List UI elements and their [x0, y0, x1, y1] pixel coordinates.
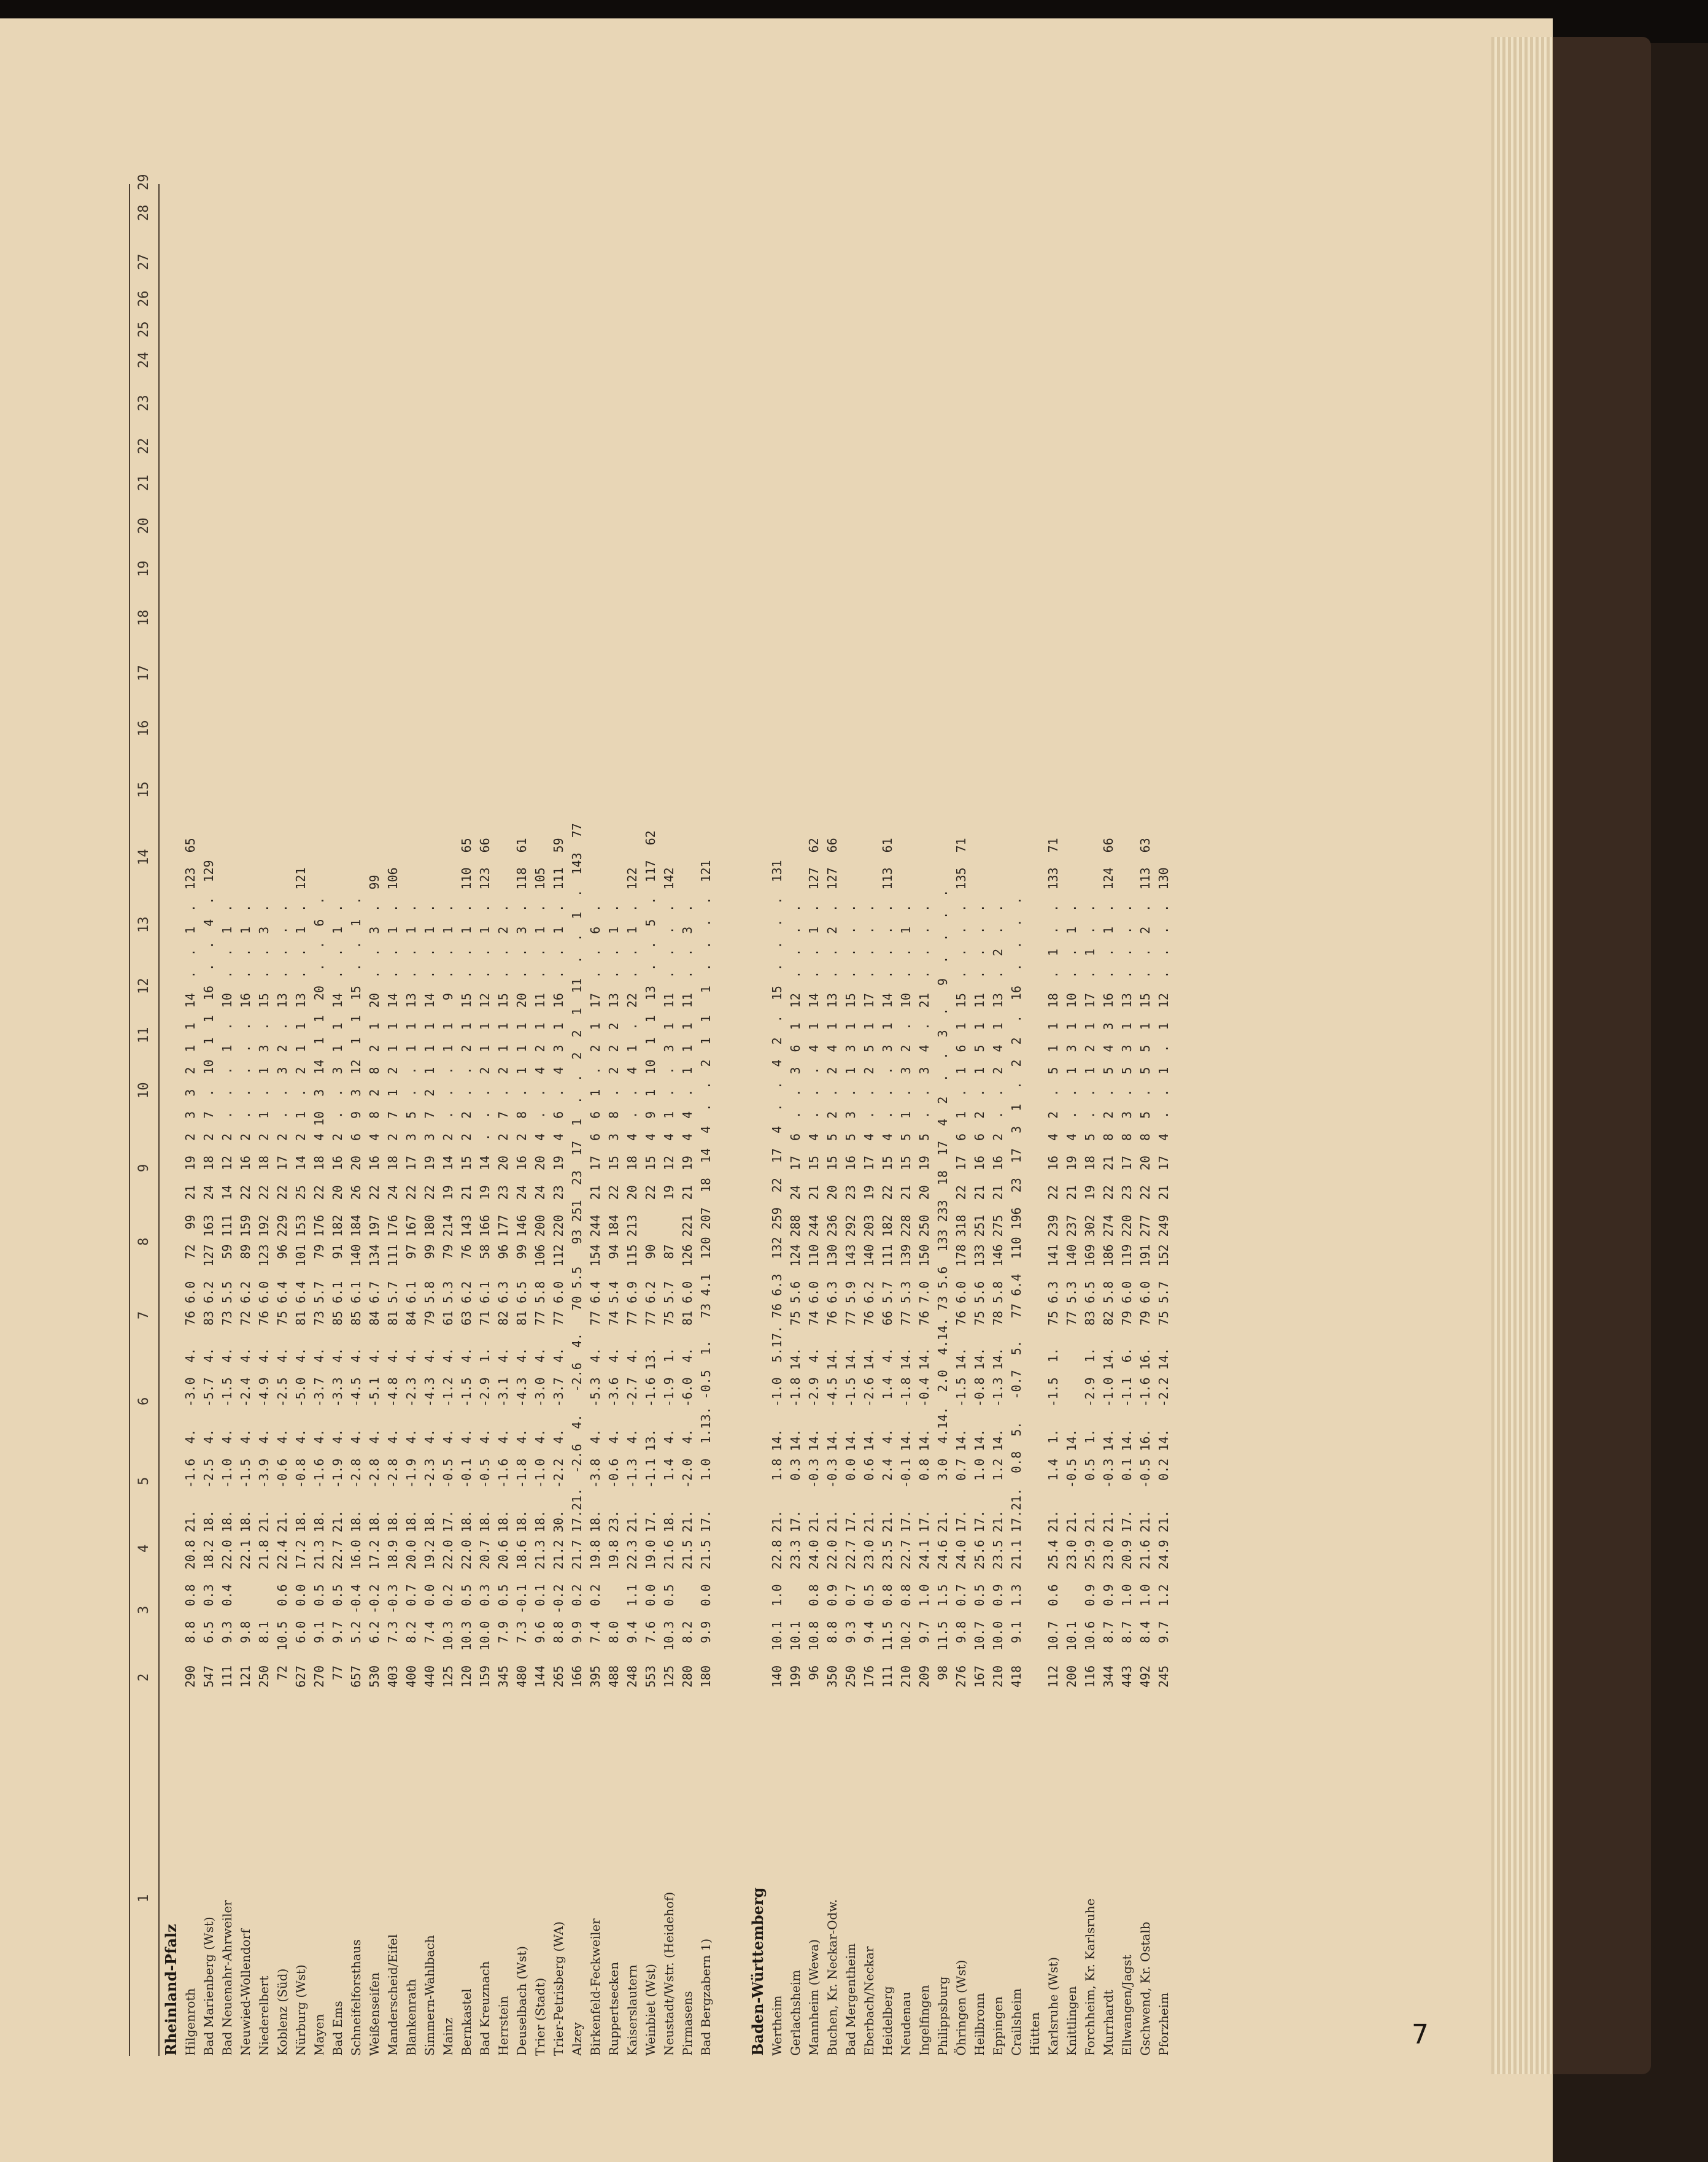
table-row	[441, 905, 454, 2056]
station-values: 250 8.1 21.8 21. -3.9 4. -4.9 4. 76 6.0 123 192 22 18 2 1 . 1 3 . 15 . . 3 .	[257, 904, 271, 1688]
station-name: Murrhardt	[1101, 1990, 1116, 2056]
table-row	[1046, 838, 1059, 2056]
station-name: Neuwied-Wollendorf	[238, 1929, 253, 2056]
station-values: 627 6.0 0.0 17.2 18. -0.8 4. -5.0 4. 81 6.4 101 153 25 14 2 1 . 2 1 1 13 . . 1 . 121	[293, 867, 308, 1688]
station-values: 116 10.6 0.9 25.9 21. 0.5 1. -2.9 1. 83 6.5 169 302 19 18 5 . . 1 2 1 17 . 1 . .	[1083, 904, 1097, 1688]
station-values: 72 10.5 0.6 22.4 21. -0.6 4. -2.5 4. 75 6.4 96 229 22 17 2 . . 3 2 . 13 . . . .	[275, 904, 290, 1688]
table-row	[1064, 905, 1078, 2056]
station-name: Kaiserslautern	[625, 1964, 640, 2056]
station-name: Knittlingen	[1064, 1986, 1079, 2056]
column-number: 3	[136, 1605, 152, 1614]
station-values: 125 10.3 0.5 21.6 18. 1.4 4. -1.9 1. 75 5.7 87 19 12 4 1 . . 3 1 11 . . . . 142	[662, 867, 676, 1688]
station-name: Mayen	[312, 2013, 327, 2056]
column-number: 27	[136, 253, 152, 270]
column-number: 15	[136, 781, 152, 798]
station-values: 120 10.3 0.5 22.0 18. -0.1 4. -1.5 4. 63 6.2 76 143 21 15 2 2 . . 2 1 15 . . 1 . 110 65	[459, 838, 474, 1688]
station-values: 111 9.3 0.4 22.0 18. -1.0 4. -1.5 4. 73 5.5 59 111 14 12 2 . . . 1 . 10 . . 1 .	[220, 904, 234, 1688]
station-values: 530 6.2 -0.2 17.2 18. -2.8 4. -5.1 4. 84 6.7 134 197 22 16 4 8 2 8 2 1 20 . . 3 . 99	[367, 874, 382, 1688]
station-name: Alzey	[570, 2022, 584, 2056]
table-row	[367, 874, 381, 2056]
station-values: 280 8.2 21.5 21. -2.0 4. -6.0 4. 81 6.0 126 221 21 19 4 4 . 1 1 1 11 . . 3 .	[680, 904, 695, 1688]
column-number: 13	[136, 916, 152, 933]
station-values: 245 9.7 1.2 24.9 21. 0.2 14. -2.2 14. 75 5.7 152 249 21 17 4 . . 1 . 1 12 . . . . 130	[1156, 867, 1171, 1688]
table-row	[533, 867, 546, 2056]
station-name: Bad Ems	[330, 2001, 345, 2056]
station-values: 144 9.6 0.1 21.3 18. -1.0 4. -3.0 4. 77 5.8 106 200 24 20 4 . . 4 2 1 11 . . 1 . 105	[533, 867, 547, 1688]
station-values: 344 8.7 0.9 23.0 21. -0.3 14. -1.0 14. 82 5.8 186 274 22 21 8 2 . 5 4 3 16 . . 1 . 124 66	[1101, 838, 1116, 1688]
station-values: 98 11.5 1.5 24.6 21. 3.0 4.14. 2.0 4.14. 73 5.6 133 233 18 17 4 2 . . 3 . 9 . . . .	[935, 889, 950, 1688]
column-number: 4	[136, 1544, 152, 1553]
station-name: Pforzheim	[1156, 1992, 1171, 2056]
table-row	[954, 838, 967, 2056]
table-row	[459, 838, 473, 2056]
table-row	[514, 838, 528, 2056]
table-row	[698, 860, 712, 2056]
table-row	[257, 905, 270, 2056]
station-values: 276 9.8 0.7 24.0 17. 0.7 14. -1.5 14. 76 6.0 178 318 22 17 6 1 . 1 6 1 15 . . . . 135 71	[954, 838, 968, 1688]
table-row	[862, 905, 875, 2056]
table-row	[843, 905, 857, 2056]
column-number: 5	[136, 1477, 152, 1485]
page-number: 7	[1412, 2019, 1429, 2050]
station-values: 265 8.8 -0.2 21.2 30. -2.2 4. -3.7 4. 77 6.0 112 220 23 19 4 6 . 4 3 1 16 . . 1 . 111 59	[551, 838, 566, 1688]
table-row	[404, 905, 417, 2056]
station-name: Heilbronn	[972, 1993, 987, 2056]
station-values: 121 9.8 22.1 18. -1.5 4. -2.4 4. 72 6.2 89 159 22 16 2 . . . . . 16 . . 1 .	[238, 904, 253, 1688]
station-values: 111 11.5 0.8 23.5 21. 2.4 4. 1.4 4. 66 5.7 111 182 22 15 4 . . . 3 1 14 . . . . 113 61	[880, 838, 895, 1688]
station-values: 140 10.1 1.0 22.8 21. 1.8 14. -1.0 5.17. 76 6.3 132 259 22 17 4 . . 4 2 . 15 . . . . 131	[770, 860, 784, 1688]
station-name: Karlsruhe (Wst)	[1046, 1956, 1061, 2056]
table-row	[972, 905, 986, 2056]
column-number: 10	[136, 1082, 152, 1098]
table-row	[1083, 905, 1096, 2056]
table-row	[880, 838, 894, 2056]
station-name: Buchen, Kr. Neckar-Odw.	[825, 1899, 840, 2056]
station-values: 125 10.3 0.2 22.0 17. -0.5 4. -1.2 4. 61 5.3 79 214 19 14 2 . . . 1 1 9 . . 1 .	[441, 904, 455, 1688]
station-values: 77 9.7 0.5 22.7 21. -1.9 4. -3.3 4. 85 6.1 91 182 20 16 2 . . 3 1 1 14 . . 1 .	[330, 904, 345, 1688]
table-row	[1138, 838, 1151, 2056]
station-name: Bad Bergzabern 1)	[698, 1938, 713, 2056]
station-name: Bad Neuenahr-Ahrweiler	[220, 1900, 234, 2056]
station-values: 403 7.3 -0.3 18.9 18. -2.8 4. -4.8 4. 81 5.7 111 176 24 18 2 7 1 2 1 1 14 . . 1 . 106	[385, 867, 400, 1688]
station-values: 210 10.2 0.8 22.7 17. -0.1 14. -1.8 14. 77 5.3 139 228 21 15 5 1 . 3 2 . 10 . . 1 .	[898, 904, 913, 1688]
table-row	[422, 905, 436, 2056]
station-values: 250 9.3 0.7 22.7 17. 0.0 14. -1.5 14. 77 5.9 143 292 23 16 5 3 . 1 3 1 15 . . . .	[843, 904, 858, 1688]
table-row	[625, 867, 638, 2056]
table-row	[1156, 867, 1170, 2056]
table-row	[293, 867, 307, 2056]
station-name: Neustadt/Wstr. (Heidehof)	[662, 1891, 676, 2056]
station-name: Weinbiet (Wst)	[643, 1964, 658, 2056]
climate-data-table	[129, 153, 1172, 2056]
column-number: 24	[136, 352, 152, 368]
station-name: Wertheim	[770, 1995, 784, 2056]
table-row	[349, 897, 362, 2056]
station-values: 440 7.4 0.0 19.2 18. -2.3 4. -4.3 4. 79 5.8 99 180 22 19 3 7 2 1 1 1 14 . . 1 .	[422, 904, 437, 1688]
table-row	[551, 838, 565, 2056]
station-name: Hütten	[1027, 2012, 1042, 2056]
table-row	[1101, 838, 1115, 2056]
station-name: Manderscheid/Eifel	[385, 1934, 400, 2056]
column-number: 2	[136, 1673, 152, 1681]
station-values: 96 10.8 0.8 24.0 21. -0.3 14. -2.9 4. 74 6.0 110 244 21 15 4 . . . 4 1 14 . . 1 . 127 62	[806, 838, 821, 1688]
table-row	[806, 838, 820, 2056]
table-row	[496, 905, 509, 2056]
table-row	[275, 905, 288, 2056]
station-name: Ellwangen/Jagst	[1119, 1955, 1134, 2056]
station-values: 166 9.9 0.2 21.7 17.21. -2.6 4. -2.6 4. 70 5.5 93 251 23 17 1 . . 2 2 1 11 . . 1 . 143 77	[570, 823, 584, 1688]
station-name: Blankenrath	[404, 1979, 419, 2056]
station-values: 492 8.4 1.0 21.6 21. -0.5 16. -1.6 16. 79 6.0 191 277 22 20 8 5 . 5 5 1 15 . . 2 . 113 63	[1138, 838, 1153, 1688]
column-number: 9	[136, 1164, 152, 1172]
table-row	[183, 838, 196, 2056]
station-name: Deuselbach (Wst)	[514, 1946, 529, 2056]
station-values: 657 5.2 -0.4 16.0 18. -2.8 4. -4.5 4. 85 6.1 140 184 26 20 6 9 3 12 1 1 15 . . 1 .	[349, 897, 363, 1688]
table-row	[917, 905, 930, 2056]
station-values: 270 9.1 0.5 21.3 18. -1.6 4. -3.7 4. 73 5.7 79 176 22 18 4 10 3 14 1 1 20 . . 6 .	[312, 897, 327, 1688]
station-name: Crailsheim	[1009, 1988, 1024, 2056]
station-name: Öhringen (Wst)	[954, 1959, 968, 2056]
column-number: 20	[136, 517, 152, 534]
table-row	[201, 860, 215, 2056]
column-number: 7	[136, 1311, 152, 1319]
table-row	[825, 838, 838, 2056]
column-number: 11	[136, 1027, 152, 1043]
column-number: 26	[136, 290, 152, 307]
table-row	[238, 905, 252, 2056]
station-values: 547 6.5 0.3 18.2 18. -2.5 4. -5.7 4. 83 6.2 127 163 24 18 2 7 . 10 1 1 16 . . 4 . 129	[201, 860, 216, 1688]
station-name: Weißenseifen	[367, 1972, 382, 2056]
station-values: 418 9.1 1.3 21.1 17.21. 0.8 5. -0.7 5. 77 6.4 110 196 23 17 3 1 . 2 2 . 16 . . . .	[1009, 897, 1024, 1688]
station-name: Trier (Stadt)	[533, 1977, 547, 2056]
table-row	[570, 823, 583, 2056]
station-name: Herrstein	[496, 1996, 511, 2056]
station-values: 400 8.2 0.7 20.0 18. -1.9 4. -2.3 4. 84 6.1 97 167 22 17 3 5 . . 1 1 13 . . 1 .	[404, 904, 419, 1688]
table-row	[643, 830, 657, 2056]
station-name: Schneifelforsthaus	[349, 1939, 363, 2056]
station-name: Simmern-Wahlbach	[422, 1935, 437, 2056]
station-name: Ruppertsecken	[606, 1961, 621, 2056]
table-row	[606, 905, 620, 2056]
station-values: 210 10.0 0.9 23.5 21. 1.2 14. -1.3 14. 78 5.8 146 275 21 16 2 . . 2 4 1 13 . 2 . .	[991, 904, 1005, 1688]
column-number: 21	[136, 474, 152, 491]
station-values: 180 9.9 0.0 21.5 17. 1.0 1.13. -0.5 1. 73 4.1 120 207 18 14 4 . . 2 1 1 1 . . . . 121	[698, 860, 713, 1688]
table-row	[898, 905, 912, 2056]
station-name: Bad Mergentheim	[843, 1943, 858, 2056]
station-name: Mannheim (Wewa)	[806, 1939, 821, 2056]
column-number: 18	[136, 609, 152, 626]
station-values: 248 9.4 1.1 22.3 21. -1.3 4. -2.7 4. 77 6.9 115 213 20 18 4 . . 4 1 . 22 . . 1 . 122	[625, 867, 640, 1688]
table-row	[680, 905, 694, 2056]
station-name: Gerlachsheim	[788, 1969, 803, 2056]
station-name: Neudenau	[898, 1991, 913, 2056]
station-name: Forchheim, Kr. Karlsruhe	[1083, 1898, 1097, 2056]
station-values: 167 10.7 0.5 25.6 17. 1.0 14. -0.8 14. 75 5.6 133 251 21 16 6 2 . 1 5 1 11 . . . .	[972, 904, 987, 1688]
section-title-baden-wuerttemberg: Baden-Württemberg	[749, 1887, 767, 2056]
station-values: 395 7.4 0.2 19.8 18. -3.8 4. -5.3 4. 77 6.4 154 244 21 17 6 6 1 . 2 1 17 . . 6 .	[588, 904, 603, 1688]
station-name: Bad Marienberg (Wst)	[201, 1917, 216, 2056]
station-values: 553 7.6 0.0 19.0 17. -1.1 13. -1.6 13. 77 6.2 90 22 15 4 9 1 10 1 1 13 . . 5 . 117 62	[643, 830, 658, 1688]
column-number: 16	[136, 720, 152, 736]
station-name: Heidelberg	[880, 1986, 895, 2056]
table-row	[1027, 1688, 1041, 2056]
column-number: 14	[136, 849, 152, 865]
column-number: 17	[136, 665, 152, 681]
column-number: 22	[136, 438, 152, 454]
station-name: Philippsburg	[935, 1976, 950, 2056]
station-values: 488 8.0 19.8 23. -0.6 4. -3.6 4. 74 5.4 94 184 22 15 3 8 . 2 2 2 13 . . 1 .	[606, 904, 621, 1688]
station-name: Mainz	[441, 2017, 455, 2056]
station-values: 350 8.8 0.9 22.0 21. -0.3 14. -4.5 14. 76 6.3 130 236 20 15 5 2 . 2 4 1 13 . . 2 . 127 66	[825, 838, 840, 1688]
station-name: Ingelfingen	[917, 1985, 932, 2056]
station-values: 480 7.3 -0.1 18.6 18. -1.8 4. -4.3 4. 81 6.5 99 146 24 16 2 8 . 1 1 1 20 . . 3 . 118 61	[514, 838, 529, 1688]
station-name: Gschwend, Kr. Ostalb	[1138, 1921, 1153, 2056]
table-row	[770, 860, 783, 2056]
table-row	[220, 905, 233, 2056]
station-values: 176 9.4 0.5 23.0 21. 0.6 14. -2.6 14. 76 6.2 140 203 19 17 4 . . 2 5 1 17 . . . .	[862, 904, 876, 1688]
station-values: 209 9.7 1.0 24.1 17. 0.8 14. -0.4 14. 76 7.0 150 250 20 19 5 . . 3 4 . 21 . . . .	[917, 904, 932, 1688]
table-row	[477, 838, 491, 2056]
column-number: 19	[136, 560, 152, 577]
table-row	[312, 897, 325, 2056]
station-values: 345 7.9 0.5 20.6 18. -1.6 4. -3.1 4. 82 6.3 96 177 23 20 2 7 . 2 1 1 15 . . 2 .	[496, 904, 511, 1688]
table-row	[662, 867, 675, 2056]
table-row	[1009, 897, 1022, 2056]
column-number: 23	[136, 395, 152, 411]
station-name: Bernkastel	[459, 1988, 474, 2056]
table-row	[1119, 905, 1133, 2056]
station-values: 290 8.8 0.8 20.8 21. -1.6 4. -3.0 4. 76 6.0 72 99 21 19 2 3 3 2 1 1 14 . . 1 . 123 65	[183, 838, 198, 1688]
station-name: Hilgenroth	[183, 1988, 198, 2056]
station-values: 112 10.7 0.6 25.4 21. 1.4 1. -1.5 1. 75 6.3 141 239 22 16 4 2 . 5 1 1 18 . 1 . . 133 71	[1046, 838, 1061, 1688]
column-number: 28	[136, 204, 152, 221]
station-name: Koblenz (Süd)	[275, 1968, 290, 2056]
station-name: Bad Kreuznach	[477, 1961, 492, 2056]
column-number: 29	[136, 174, 152, 190]
table-column-header	[129, 174, 160, 2056]
table-row	[588, 905, 601, 2056]
table-row	[330, 905, 344, 2056]
page-edges	[1491, 37, 1553, 2074]
column-number: 6	[136, 1397, 152, 1405]
station-values: 199 10.1 23.3 17. 0.3 14. -1.8 14. 75 5.6 124 288 24 17 6 . . 3 6 1 12 . . . .	[788, 904, 803, 1688]
station-values: 443 8.7 1.0 20.9 17. 0.1 14. -1.1 6. 79 6.0 119 220 23 17 8 3 . 5 3 1 13 . . . .	[1119, 904, 1134, 1688]
column-number: 8	[136, 1237, 152, 1246]
station-name: Eppingen	[991, 1996, 1005, 2056]
station-name: Pirmasens	[680, 1991, 695, 2056]
station-name: Nürburg (Wst)	[293, 1964, 308, 2056]
station-values: 159 10.0 0.3 20.7 18. -0.5 4. -2.9 1. 71 6.1 58 166 19 14 . . . 2 1 1 12 . . 1 . 123 66	[477, 838, 492, 1688]
station-name: Birkenfeld-Feckweiler	[588, 1918, 603, 2056]
station-name: Eberbach/Neckar	[862, 1946, 876, 2056]
station-name: Trier-Petrisberg (WA)	[551, 1921, 566, 2056]
table-row	[385, 867, 399, 2056]
section-title-rheinland-pfalz: Rheinland-Pfalz	[162, 1924, 180, 2056]
table-row	[935, 890, 949, 2056]
column-number: 25	[136, 321, 152, 338]
station-name: Niederelbert	[257, 1975, 271, 2056]
table-row	[788, 905, 802, 2056]
table-row	[991, 905, 1004, 2056]
column-number: 1	[136, 1894, 152, 1902]
book-cover-edge	[1553, 37, 1651, 2074]
column-number: 12	[136, 978, 152, 994]
station-values: 200 10.1 23.0 21. -0.5 14. 77 5.3 140 237 21 19 4 . . 1 3 1 10 . . 1 .	[1064, 904, 1079, 1688]
